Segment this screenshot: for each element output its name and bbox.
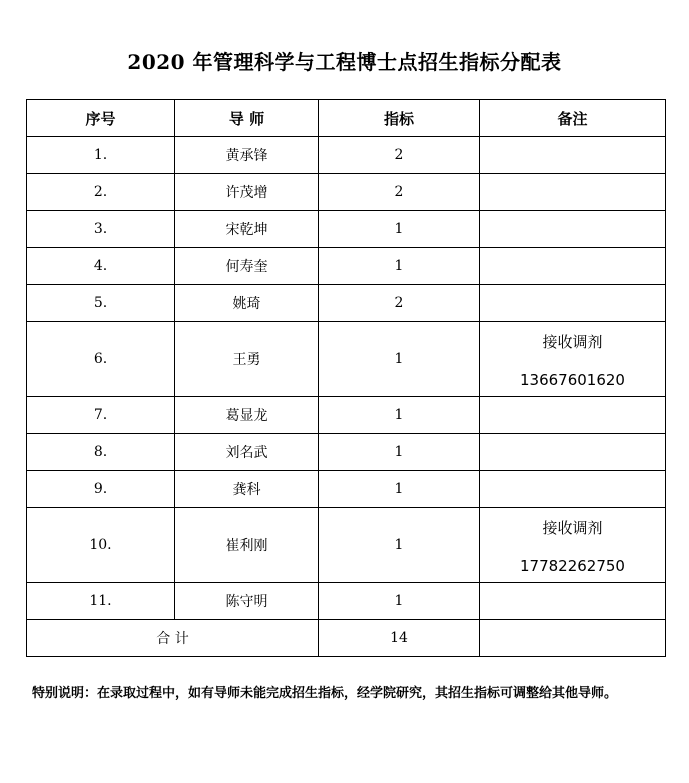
table-row bbox=[27, 211, 666, 248]
total-remark bbox=[480, 620, 666, 657]
table-row bbox=[27, 285, 666, 322]
row-advisor: 葛显龙 bbox=[175, 397, 319, 434]
row-quota: 2 bbox=[319, 137, 480, 174]
row-advisor: 刘名武 bbox=[175, 434, 319, 471]
table-row bbox=[27, 174, 666, 211]
total-quota: 14 bbox=[319, 620, 480, 657]
row-index: 7. bbox=[27, 397, 175, 434]
row-quota: 1 bbox=[319, 508, 480, 583]
row-index: 9. bbox=[27, 471, 175, 508]
row-advisor: 王勇 bbox=[175, 322, 319, 397]
row-remark bbox=[480, 174, 666, 211]
table-row bbox=[27, 248, 666, 285]
row-remark bbox=[480, 508, 666, 583]
row-remark bbox=[480, 434, 666, 471]
row-index: 6. bbox=[27, 322, 175, 397]
row-remark bbox=[480, 211, 666, 248]
table-row bbox=[27, 508, 666, 583]
row-index: 1. bbox=[27, 137, 175, 174]
table-row bbox=[27, 434, 666, 471]
row-quota: 1 bbox=[319, 322, 480, 397]
row-advisor: 许茂增 bbox=[175, 174, 319, 211]
header-quota: 指标 bbox=[319, 100, 480, 137]
remark-phone: 17782262750 bbox=[520, 557, 625, 575]
row-index: 3. bbox=[27, 211, 175, 248]
row-remark bbox=[480, 322, 666, 397]
row-quota: 2 bbox=[319, 174, 480, 211]
header-advisor: 导 师 bbox=[175, 100, 319, 137]
row-quota: 1 bbox=[319, 471, 480, 508]
row-advisor: 黄承锋 bbox=[175, 137, 319, 174]
row-remark bbox=[480, 137, 666, 174]
header-index: 序号 bbox=[27, 100, 175, 137]
table-row bbox=[27, 137, 666, 174]
remark-status: 接收调剂 bbox=[542, 333, 603, 351]
table-header-row bbox=[27, 100, 666, 137]
row-quota: 1 bbox=[319, 397, 480, 434]
total-label: 合 计 bbox=[27, 620, 319, 657]
total-row bbox=[27, 620, 666, 657]
row-remark bbox=[480, 471, 666, 508]
row-advisor: 崔利刚 bbox=[175, 508, 319, 583]
page-title: 2020 年管理科学与工程博士点招生指标分配表 bbox=[127, 50, 562, 74]
row-quota: 1 bbox=[319, 434, 480, 471]
row-advisor: 龚科 bbox=[175, 471, 319, 508]
row-index: 4. bbox=[27, 248, 175, 285]
row-advisor: 姚琦 bbox=[175, 285, 319, 322]
row-remark bbox=[480, 583, 666, 620]
row-remark bbox=[480, 397, 666, 434]
row-advisor: 宋乾坤 bbox=[175, 211, 319, 248]
row-quota: 1 bbox=[319, 211, 480, 248]
row-remark bbox=[480, 248, 666, 285]
header-remark: 备注 bbox=[480, 100, 666, 137]
row-advisor: 何寿奎 bbox=[175, 248, 319, 285]
table-row bbox=[27, 322, 666, 397]
row-quota: 2 bbox=[319, 285, 480, 322]
row-quota: 1 bbox=[319, 583, 480, 620]
row-index: 10. bbox=[27, 508, 175, 583]
row-quota: 1 bbox=[319, 248, 480, 285]
footnote: 特别说明：在录取过程中，如有导师未能完成招生指标，经学院研究，其招生指标可调整给其他导师。 bbox=[32, 686, 618, 701]
row-index: 11. bbox=[27, 583, 175, 620]
row-remark bbox=[480, 285, 666, 322]
row-index: 8. bbox=[27, 434, 175, 471]
table-row bbox=[27, 397, 666, 434]
table-row bbox=[27, 583, 666, 620]
remark-phone: 13667601620 bbox=[520, 371, 625, 389]
remark-status: 接收调剂 bbox=[542, 519, 603, 537]
quota-table bbox=[26, 99, 666, 657]
row-index: 2. bbox=[27, 174, 175, 211]
table-row bbox=[27, 471, 666, 508]
row-advisor: 陈守明 bbox=[175, 583, 319, 620]
row-index: 5. bbox=[27, 285, 175, 322]
